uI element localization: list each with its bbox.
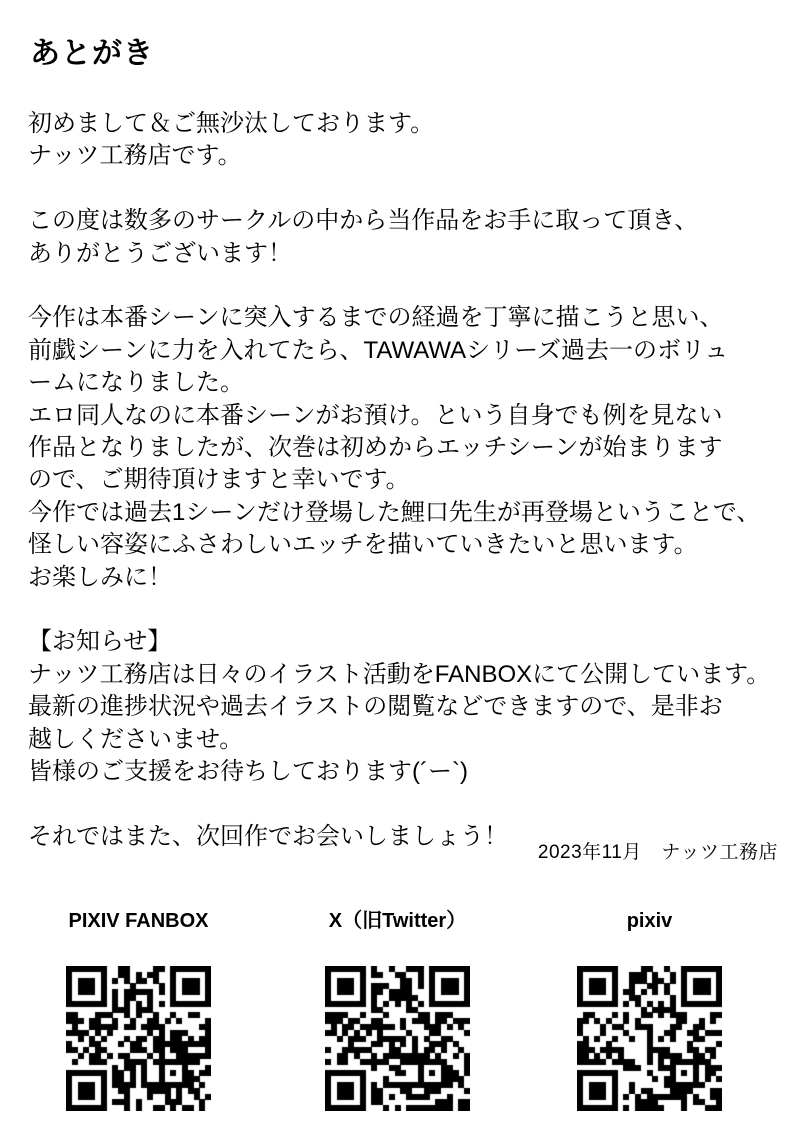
body-line: お楽しみに！: [28, 563, 172, 591]
body-line: 初めまして＆ご無沙汰しております。: [28, 110, 435, 137]
body-line: [28, 173, 790, 205]
qr-label-pixiv-fanbox: PIXIV FANBOX: [68, 910, 209, 932]
qr-block-pixiv: [577, 908, 722, 1111]
body-line: 越しくださいませ。: [28, 725, 244, 753]
body-line: この度は数多のサークルの中から当作品をお手に取って頂き、: [28, 207, 699, 235]
body-line: それではまた、次回作でお会いしましょう！: [28, 822, 508, 850]
body-line: ので、ご期待頂けますと幸いです。: [28, 466, 410, 494]
qr-label-pixiv: pixiv: [626, 910, 673, 932]
qr-block-pixiv-fanbox: [66, 908, 211, 1111]
qr-block-x-twitter: [325, 908, 470, 1111]
body-line: ありがとうございます！: [28, 239, 292, 267]
qr-code-pixiv-image: [577, 966, 722, 1111]
page-title: あとがき: [30, 37, 154, 70]
body-line: 怪しい容姿にふさわしいエッチを描いていきたいと思います。: [28, 531, 698, 559]
body-line: ームになりました。: [28, 369, 244, 397]
body-line: ナッツ工務店は日々のイラスト活動をFANBOXにて公開しています。: [28, 660, 771, 688]
body-line: エロ同人なのに本番シーンがお預け。という自身でも例を見ない: [28, 401, 723, 429]
body-line: 【お知らせ】: [28, 628, 172, 656]
body-text: [28, 108, 790, 853]
body-line: 最新の進捗状況や過去イラストの閲覧などできますので、是非お: [28, 693, 723, 721]
body-line: 今作では過去1シーンだけ登場した鯉口先生が再登場ということで、: [28, 498, 761, 526]
credit-line: 2023年11月 ナッツ工務店: [537, 842, 778, 863]
body-line: 今作は本番シーンに突入するまでの経過を丁寧に描こうと思い、: [28, 304, 724, 332]
body-line: [28, 270, 790, 302]
body-line: [28, 594, 790, 626]
body-line: 前戯シーンに力を入れてたら、TAWAWAシリーズ過去一のボリュ: [28, 336, 729, 364]
body-line: 作品となりましたが、次巻は初めからエッチシーンが始まります: [28, 434, 723, 462]
body-line: 皆様のご支援をお待ちしております(´ー`): [28, 758, 468, 786]
body-line: ナッツ工務店です。: [28, 142, 242, 170]
qr-code-pixiv-fanbox-image: [66, 966, 211, 1111]
qr-label-x-twitter: X（旧Twitter）: [328, 910, 467, 932]
body-line: [28, 788, 790, 820]
qr-code-x-twitter-image: [325, 966, 470, 1111]
